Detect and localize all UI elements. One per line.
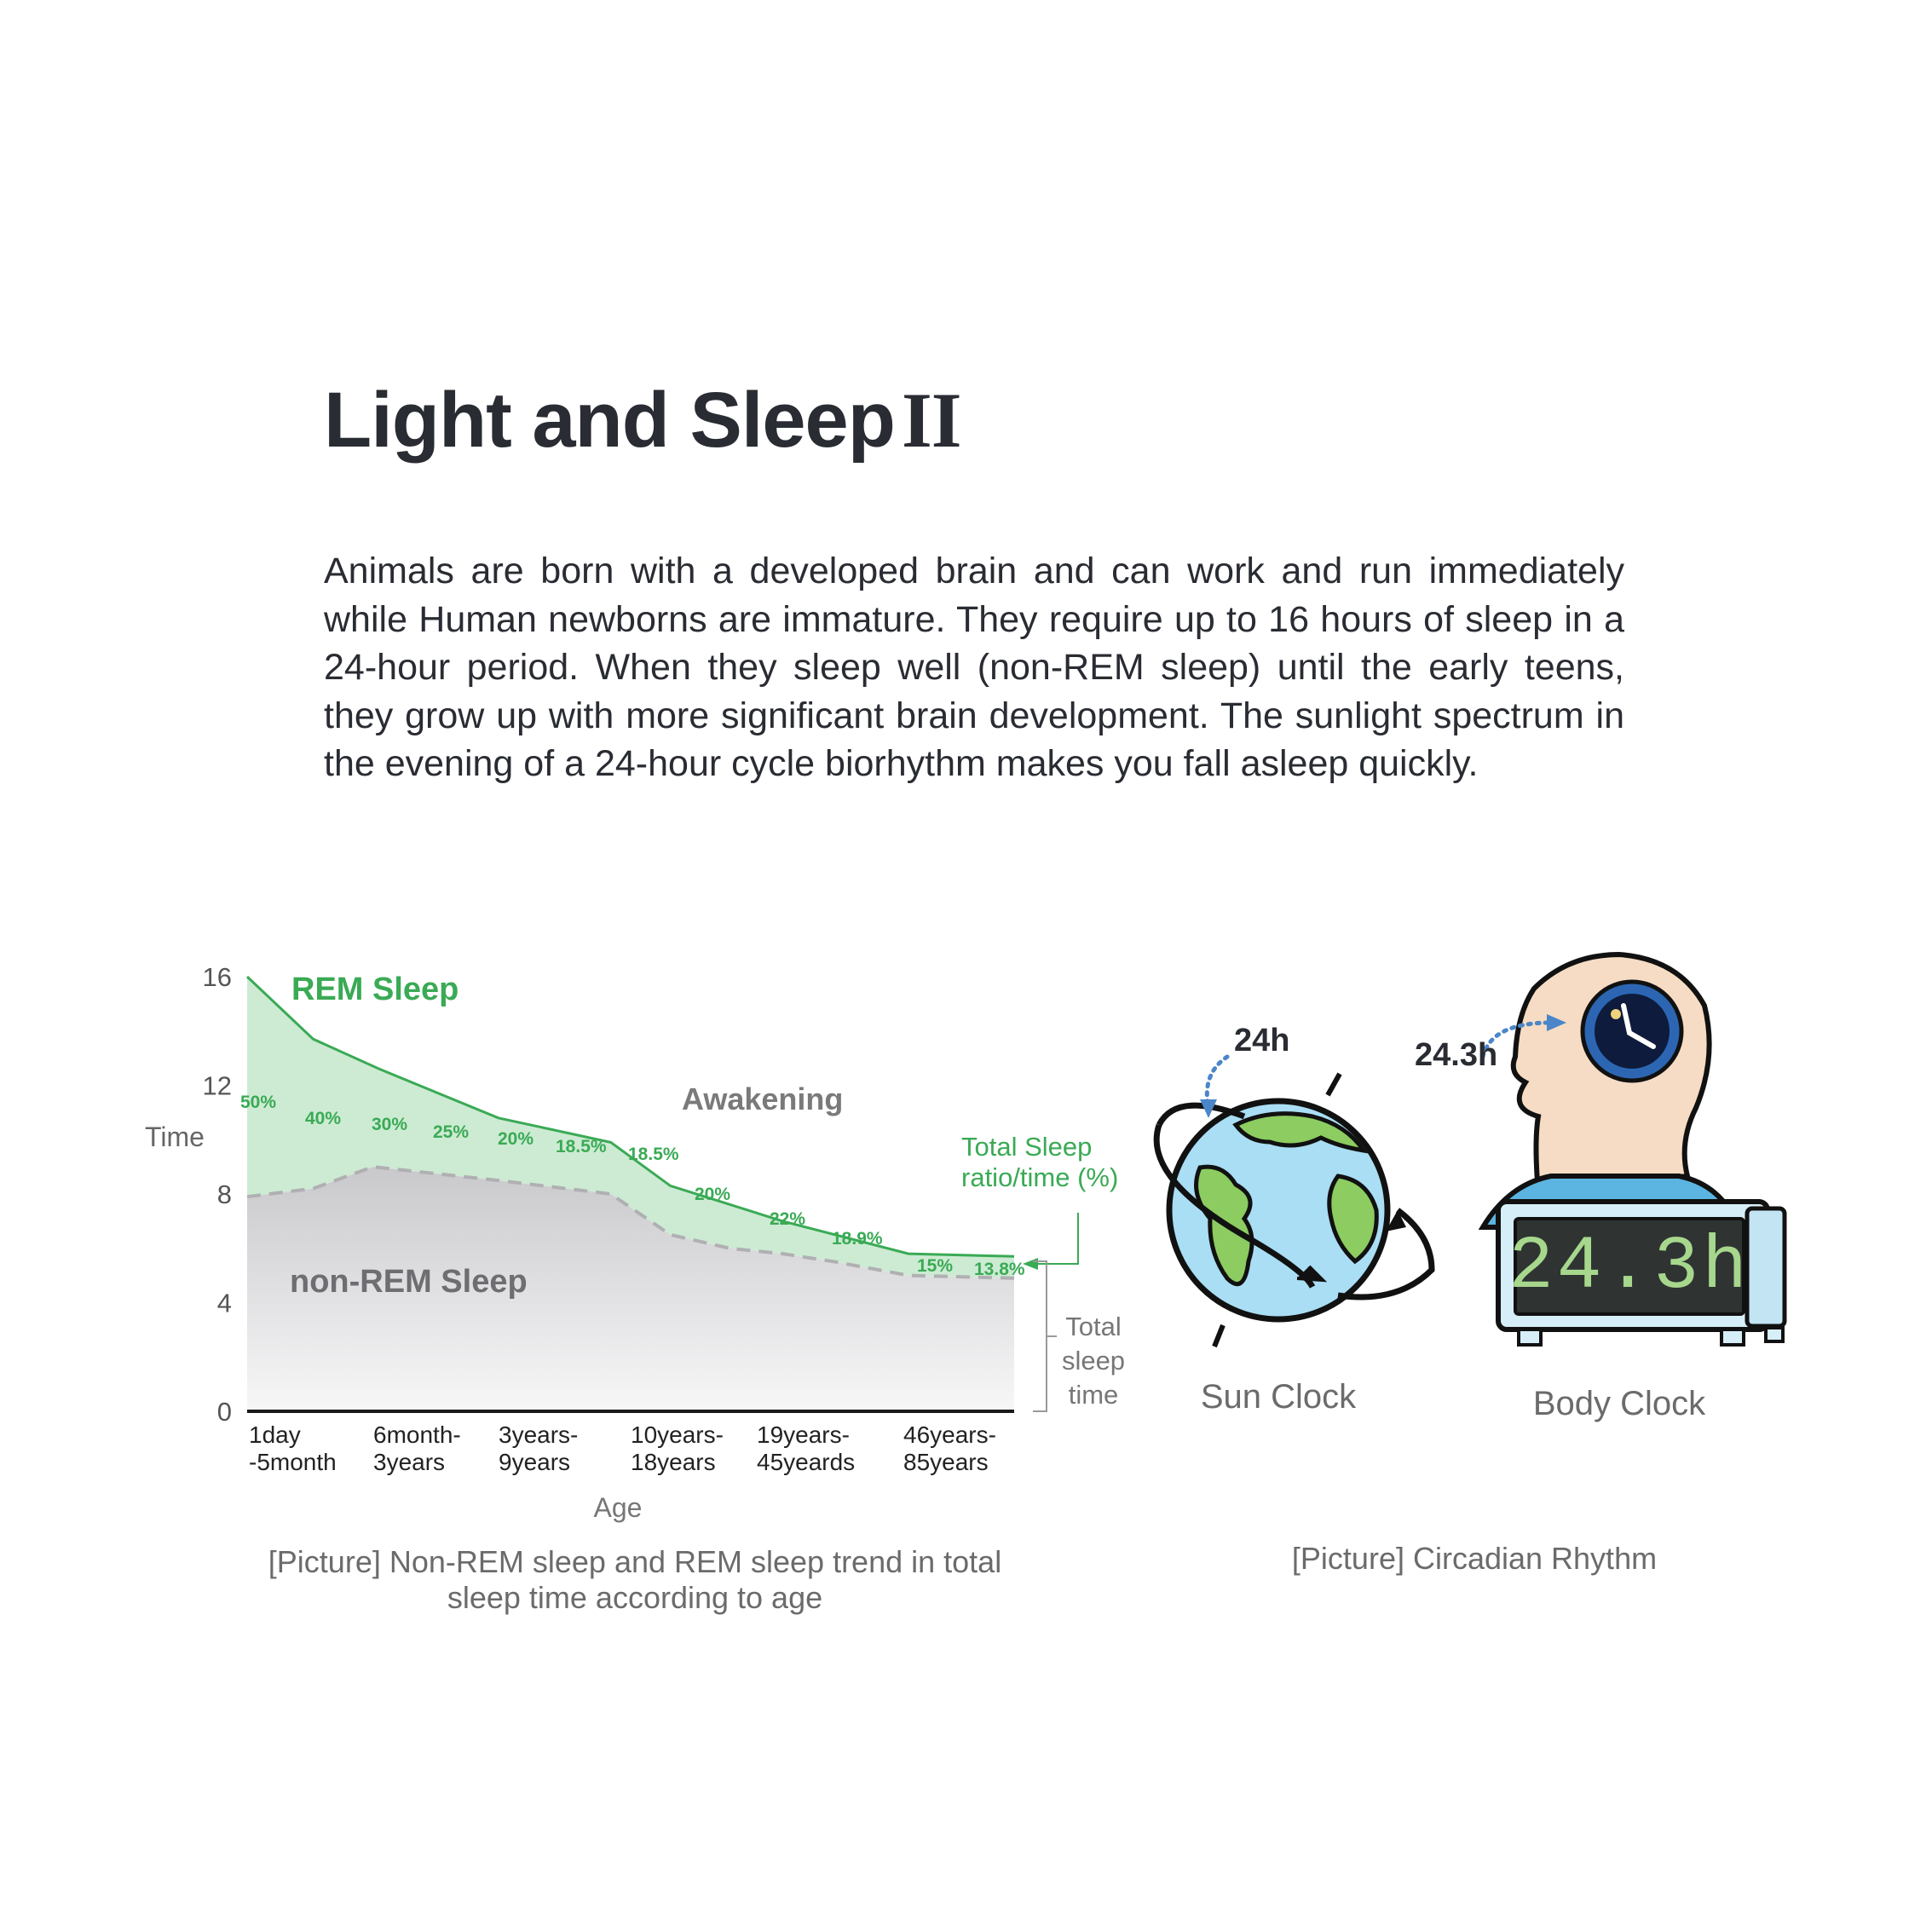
sun-clock-label: Sun Clock — [1200, 1378, 1357, 1416]
earth-globe-icon — [1156, 1074, 1432, 1347]
sleep-trend-chart — [0, 920, 1176, 1619]
ratio-label: 22% — [770, 1209, 806, 1229]
chart-caption-line2: sleep time according to age — [447, 1580, 823, 1615]
body-clock-label: Body Clock — [1532, 1385, 1706, 1422]
ratio-label: 20% — [695, 1185, 731, 1204]
x-tick-label: 19years- — [757, 1422, 850, 1448]
x-tick-label: 3years- — [499, 1422, 579, 1448]
total-sleep-bracket — [1033, 1261, 1047, 1411]
ratio-label: 15% — [917, 1256, 954, 1276]
ratio-label: 18.9% — [832, 1229, 883, 1249]
ratio-annotation-leader — [1027, 1213, 1078, 1264]
nonrem-region-label: non-REM Sleep — [290, 1264, 528, 1300]
chart-caption — [239, 1544, 1031, 1616]
y-tick-label: 8 — [216, 1179, 232, 1209]
y-tick-label: 4 — [216, 1288, 232, 1318]
ratio-label: 40% — [305, 1109, 342, 1128]
x-tick-label: 1day — [249, 1422, 301, 1448]
awake-region-label: Awakening — [682, 1081, 844, 1116]
ratio-label: 18.5% — [628, 1145, 679, 1164]
y-tick-label: 12 — [202, 1070, 232, 1101]
x-axis-title: Age — [593, 1492, 643, 1523]
ratio-label: 30% — [372, 1115, 408, 1134]
total-sleep-annotation-text: sleep — [1061, 1346, 1126, 1375]
page-title-text: Light and Sleep — [324, 377, 895, 464]
rem-region-label: REM Sleep — [291, 972, 459, 1007]
ratio-annotation-text: Total Sleep — [961, 1132, 1093, 1162]
illustration-caption: [Picture] Circadian Rhythm — [1291, 1541, 1658, 1576]
ratio-annotation-text: ratio/time (%) — [961, 1162, 1119, 1192]
y-axis-title: Time — [145, 1122, 205, 1152]
ratio-label: 25% — [433, 1122, 470, 1142]
circadian-illustration — [1108, 937, 1807, 1449]
ratio-label: 20% — [498, 1129, 534, 1149]
digital-alarm-clock-icon — [1498, 1202, 1785, 1345]
clock-display: 24.3h — [1508, 1226, 1751, 1310]
page-title-roman: II — [901, 377, 961, 464]
x-tick-label: 3years — [373, 1449, 446, 1475]
x-tick-label: -5month — [249, 1449, 337, 1475]
page-title — [324, 375, 961, 465]
total-sleep-annotation-text: time — [1068, 1380, 1119, 1410]
ratio-label: 13.8% — [974, 1260, 1025, 1279]
sun-period-label: 24h — [1234, 1023, 1290, 1058]
intro-paragraph: Animals are born with a developed brain and can work and run immediately while Human newborns are immature. They require up to 16 hours of sleep in a 24-hour period. When they sleep well (non-REM sleep) until the early teens, they grow up with more significant brain development. The sunlight spectrum in the evening of a 24-hour cycle biorhythm makes you fall asleep quickly. — [324, 551, 1624, 784]
y-tick-label: 0 — [216, 1397, 232, 1427]
x-tick-label: 10years- — [631, 1422, 724, 1448]
head-with-clock-icon — [1483, 954, 1739, 1227]
chart-caption-line1: [Picture] Non-REM sleep and REM sleep trend in total — [268, 1544, 1002, 1579]
y-tick-label: 16 — [202, 962, 232, 992]
total-sleep-annotation-text: Total — [1065, 1312, 1122, 1341]
x-tick-label: 85years — [903, 1449, 989, 1475]
ratio-label: 18.5% — [556, 1137, 607, 1156]
body-period-label: 24.3h — [1415, 1037, 1498, 1073]
ratio-label: 50% — [240, 1093, 277, 1112]
x-tick-label: 18years — [631, 1449, 716, 1475]
ratio-annotation-arrow — [1023, 1258, 1038, 1270]
x-tick-label: 6month- — [373, 1422, 461, 1448]
chart-areas — [247, 977, 1014, 1411]
x-tick-label: 45yeards — [757, 1449, 856, 1475]
x-tick-label: 46years- — [903, 1422, 996, 1448]
x-tick-label: 9years — [499, 1449, 571, 1475]
